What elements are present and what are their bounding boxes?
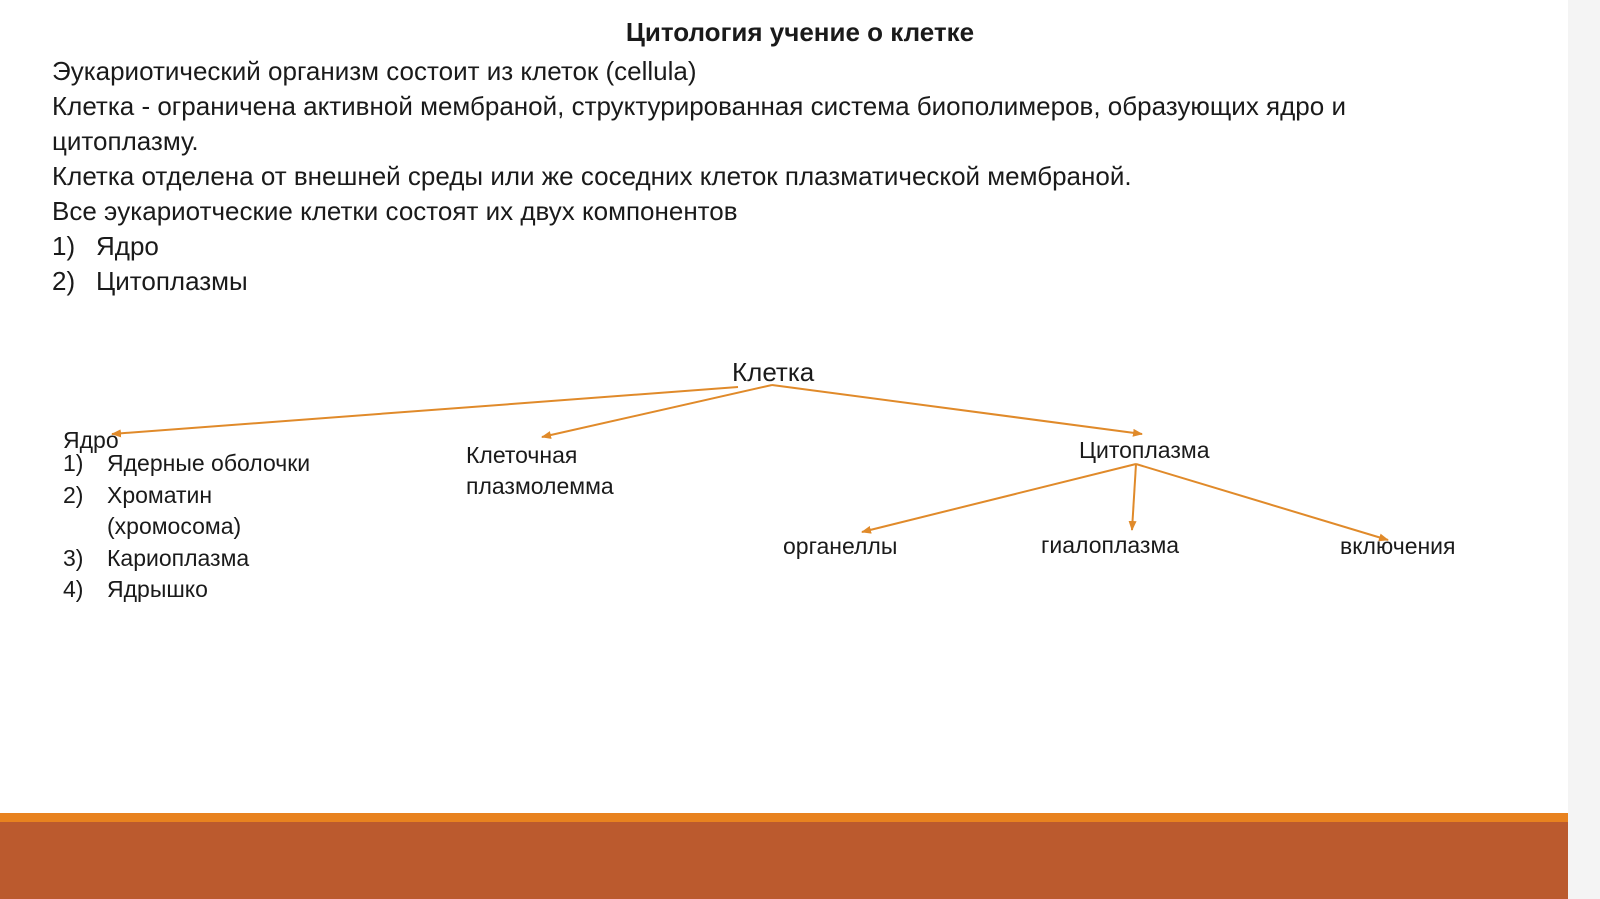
list-number: 2) [63, 481, 84, 508]
intro-line-2: Клетка - ограничена активной мембраной, структурированная система биополимеров, образующих ядро и цитоплазму. [52, 91, 1346, 156]
nucleus-components-list [63, 448, 310, 606]
list-item [63, 543, 310, 575]
list-item [63, 574, 310, 606]
arrow-cytoplasm-to-inclusions [1136, 464, 1388, 540]
list-label: Ядрышко [107, 576, 208, 602]
footer-bar [0, 822, 1568, 899]
arrow-cell-to-nucleus [112, 387, 738, 434]
list-label: Ядро [96, 231, 159, 261]
intro-line-3: Клетка отделена от внешней среды или же соседних клеток плазматической мембраной. [52, 161, 1132, 191]
list-number: 3) [63, 544, 84, 571]
list-number: 1) [63, 450, 84, 476]
list-label: Хроматин (хромосома) [107, 481, 242, 539]
plasmolemma-line-1: Клеточная [466, 442, 578, 468]
footer-accent-line [0, 813, 1568, 822]
intro-line-1: Эукариотический организм состоит из клеток (cellula) [52, 56, 697, 86]
list-item [63, 448, 310, 480]
list-label: Ядерные оболочки [107, 450, 311, 476]
node-organelles: органеллы [783, 533, 898, 559]
list-number: 1) [52, 231, 76, 261]
node-nucleus: Ядро [63, 427, 119, 453]
node-plasmolemma [466, 440, 614, 502]
arrow-cytoplasm-to-hyaloplasm [1132, 464, 1136, 530]
intro-line-4: Все эукариотческие клетки состоят их двух компонентов [52, 196, 738, 226]
slide-title: Цитология учение о клетке [625, 17, 975, 47]
node-inclusions: включения [1340, 533, 1456, 559]
node-hyaloplasm: гиалоплазма [1041, 532, 1180, 558]
arrow-cell-to-cytoplasm [772, 385, 1142, 434]
node-cytoplasm: Цитоплазма [1079, 437, 1210, 463]
plasmolemma-line-2: плазмолемма [466, 473, 614, 499]
list-item [63, 480, 310, 543]
list-label: Цитоплазмы [96, 266, 248, 296]
node-cell: Клетка [732, 357, 815, 387]
arrow-cytoplasm-to-organelles [862, 464, 1136, 532]
list-label: Кариоплазма [107, 544, 250, 571]
list-number: 4) [63, 576, 84, 602]
list-number: 2) [52, 266, 76, 296]
